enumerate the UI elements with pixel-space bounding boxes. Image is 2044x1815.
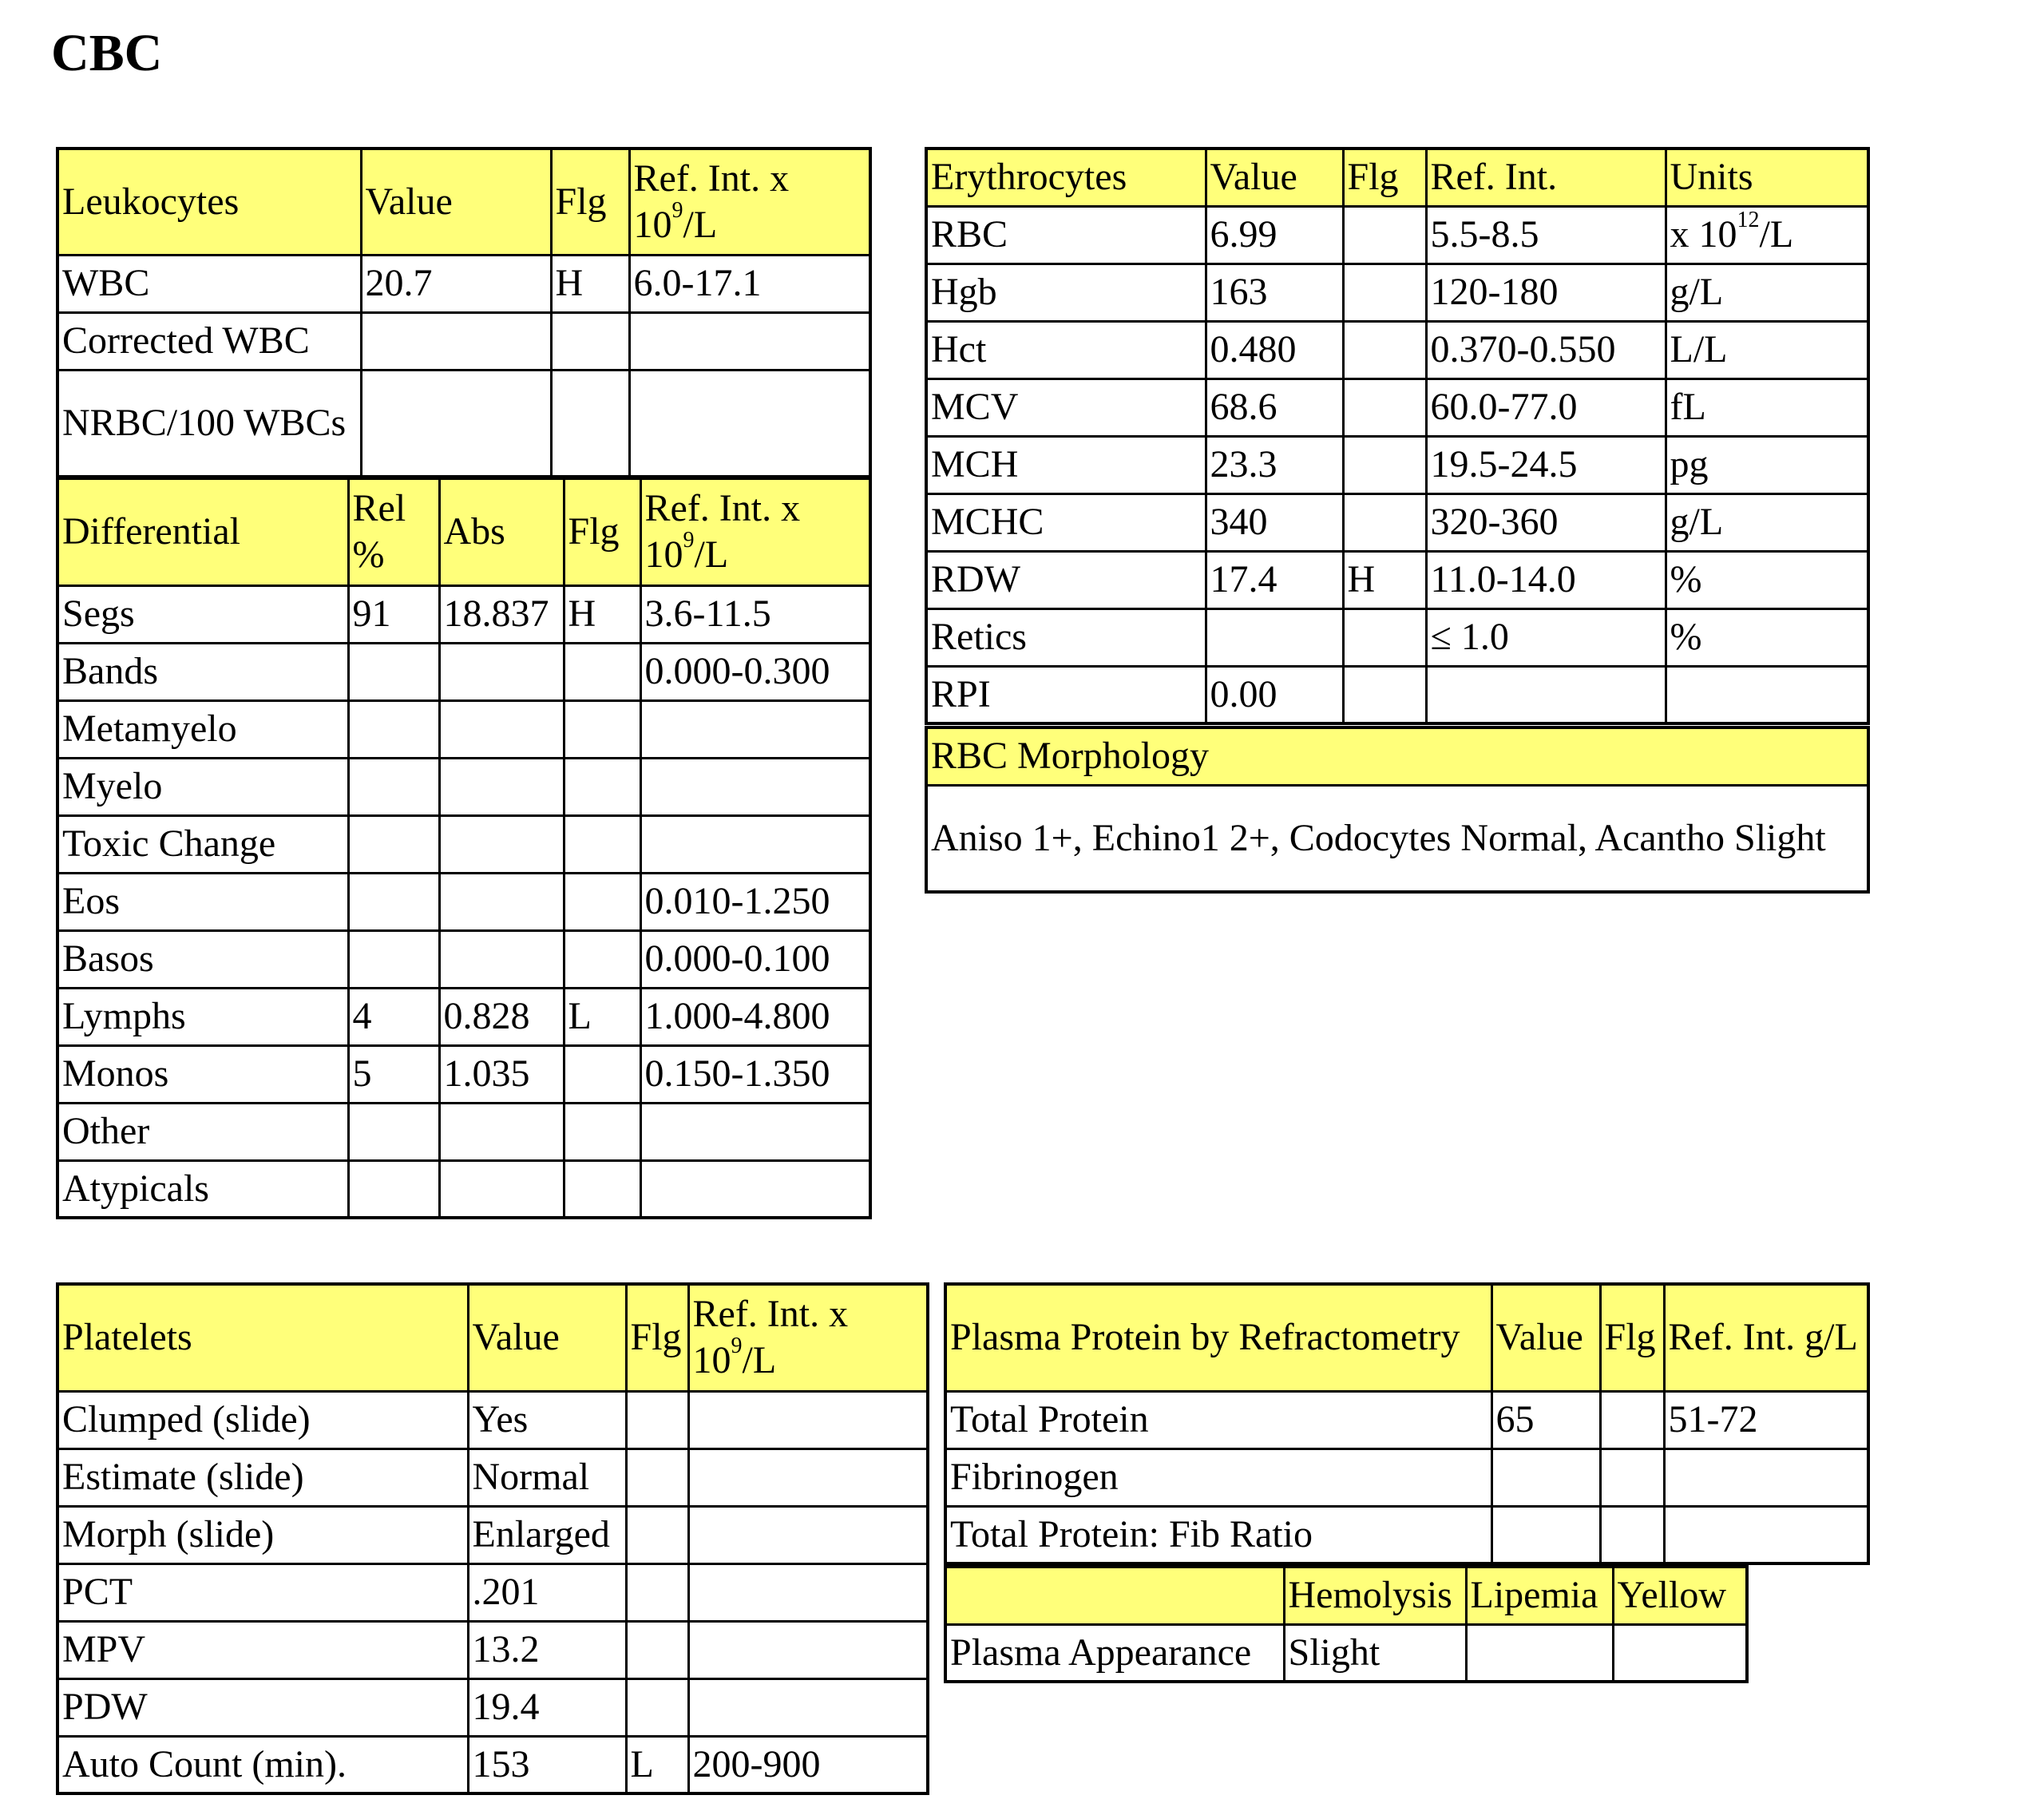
platelets-header-row (57, 1284, 928, 1391)
row-name: Auto Count (min). (57, 1736, 468, 1793)
row-ref: 19.5-24.5 (1426, 436, 1666, 493)
ref-exponent: 9 (683, 528, 695, 553)
row-value (1206, 608, 1343, 666)
row-lipemia (1466, 1624, 1613, 1682)
row-units: g/L (1666, 493, 1868, 551)
row-value: 19.4 (468, 1678, 626, 1736)
row-ref (688, 1448, 928, 1506)
ref-prefix: Ref. Int. x 10 (633, 157, 790, 246)
row-value (361, 370, 551, 477)
ref-exponent: 9 (671, 197, 683, 223)
row-name: Fibrinogen (945, 1448, 1491, 1506)
row-name: RPI (926, 666, 1206, 723)
row-name: WBC (57, 255, 361, 312)
table-row (57, 758, 870, 815)
row-ref (688, 1506, 928, 1563)
row-ref (1664, 1506, 1868, 1563)
row-name: Morph (slide) (57, 1506, 468, 1563)
platelets-header-ref (688, 1284, 928, 1391)
row-ref (640, 1103, 870, 1160)
plasma-appearance-table (944, 1565, 1749, 1683)
row-flag (564, 1160, 640, 1218)
row-value: Yes (468, 1391, 626, 1448)
row-value: 20.7 (361, 255, 551, 312)
row-flag: H (564, 585, 640, 643)
row-ref (688, 1391, 928, 1448)
ref-prefix: Ref. Int. x 10 (644, 487, 801, 577)
row-ref: ≤ 1.0 (1426, 608, 1666, 666)
row-yellow (1613, 1624, 1747, 1682)
row-name: Other (57, 1103, 348, 1160)
row-ref: 0.010-1.250 (640, 873, 870, 930)
row-flag (626, 1678, 688, 1736)
erythrocytes-header-value: Value (1206, 149, 1343, 206)
table-row (926, 321, 1868, 378)
table-row (57, 873, 870, 930)
row-flag: H (1343, 551, 1426, 608)
row-name: Myelo (57, 758, 348, 815)
row-flag (1343, 206, 1426, 264)
row-value: Enlarged (468, 1506, 626, 1563)
row-flag (626, 1391, 688, 1448)
row-name: NRBC/100 WBCs (57, 370, 361, 477)
row-rel: 91 (348, 585, 439, 643)
ref-suffix: /L (683, 203, 718, 246)
row-value: 68.6 (1206, 378, 1343, 436)
row-value (1491, 1448, 1600, 1506)
row-value (361, 312, 551, 370)
row-ref: 320-360 (1426, 493, 1666, 551)
row-flag (564, 643, 640, 700)
leukocytes-table (56, 147, 872, 478)
table-row (926, 493, 1868, 551)
row-rel: 5 (348, 1045, 439, 1103)
row-value: 153 (468, 1736, 626, 1793)
row-rel (348, 873, 439, 930)
row-name: Plasma Appearance (945, 1624, 1284, 1682)
table-row (57, 255, 870, 312)
table-row (945, 1448, 1868, 1506)
row-rel (348, 700, 439, 758)
row-abs (439, 758, 564, 815)
row-flag (551, 370, 629, 477)
row-ref (688, 1678, 928, 1736)
row-ref: 0.000-0.100 (640, 930, 870, 988)
row-value: .201 (468, 1563, 626, 1621)
row-name: Monos (57, 1045, 348, 1103)
row-value: Normal (468, 1448, 626, 1506)
rbc-morphology-header-row (926, 727, 1868, 785)
row-abs (439, 1160, 564, 1218)
row-rel (348, 1103, 439, 1160)
leukocytes-header-value: Value (361, 149, 551, 255)
row-units (1666, 206, 1868, 264)
plasma-appearance-header-row (945, 1567, 1747, 1624)
row-flag (626, 1506, 688, 1563)
row-name: PCT (57, 1563, 468, 1621)
row-ref: 5.5-8.5 (1426, 206, 1666, 264)
row-name: Total Protein: Fib Ratio (945, 1506, 1491, 1563)
plasma-appearance-header-hemolysis: Hemolysis (1284, 1567, 1466, 1624)
row-ref: 0.000-0.300 (640, 643, 870, 700)
row-value: 17.4 (1206, 551, 1343, 608)
table-row (57, 1103, 870, 1160)
erythrocytes-header-ref: Ref. Int. (1426, 149, 1666, 206)
row-name: Hgb (926, 264, 1206, 321)
row-name: Lymphs (57, 988, 348, 1045)
row-ref (1426, 666, 1666, 723)
row-flag (1343, 493, 1426, 551)
row-abs (439, 930, 564, 988)
table-row (57, 312, 870, 370)
row-value: 6.99 (1206, 206, 1343, 264)
table-row (57, 1391, 928, 1448)
row-abs (439, 815, 564, 873)
differential-header-rel: Rel % (348, 478, 439, 585)
table-row (57, 1506, 928, 1563)
plasma-protein-header-name: Plasma Protein by Refractometry (945, 1284, 1491, 1391)
row-units: % (1666, 608, 1868, 666)
row-name: Corrected WBC (57, 312, 361, 370)
table-row (57, 815, 870, 873)
row-abs (439, 700, 564, 758)
row-flag: L (626, 1736, 688, 1793)
row-name: RBC (926, 206, 1206, 264)
row-units: L/L (1666, 321, 1868, 378)
ref-suffix: /L (742, 1339, 777, 1382)
row-value: 0.480 (1206, 321, 1343, 378)
row-rel (348, 643, 439, 700)
row-units: pg (1666, 436, 1868, 493)
row-hemolysis: Slight (1284, 1624, 1466, 1682)
leukocytes-header-name: Leukocytes (57, 149, 361, 255)
row-name: Retics (926, 608, 1206, 666)
table-row (926, 666, 1868, 723)
plasma-appearance-header-yellow: Yellow (1613, 1567, 1747, 1624)
row-ref (640, 1160, 870, 1218)
table-row (945, 1391, 1868, 1448)
row-name: RDW (926, 551, 1206, 608)
row-flag (1343, 436, 1426, 493)
row-flag: H (551, 255, 629, 312)
plasma-protein-header-row (945, 1284, 1868, 1391)
row-rel (348, 930, 439, 988)
units-prefix: x 10 (1670, 213, 1737, 256)
row-ref: 0.150-1.350 (640, 1045, 870, 1103)
rbc-morphology-row (926, 785, 1868, 892)
row-name: Total Protein (945, 1391, 1491, 1448)
platelets-header-value: Value (468, 1284, 626, 1391)
row-ref: 200-900 (688, 1736, 928, 1793)
row-name: Estimate (slide) (57, 1448, 468, 1506)
row-name: Atypicals (57, 1160, 348, 1218)
table-row (57, 1448, 928, 1506)
erythrocytes-header-flag: Flg (1343, 149, 1426, 206)
units-exponent: 12 (1737, 207, 1760, 232)
leukocytes-header-row (57, 149, 870, 255)
rbc-morphology-header: RBC Morphology (926, 727, 1868, 785)
erythrocytes-header-units: Units (1666, 149, 1868, 206)
row-flag (626, 1621, 688, 1678)
row-value: 0.00 (1206, 666, 1343, 723)
platelets-header-name: Platelets (57, 1284, 468, 1391)
row-abs (439, 873, 564, 930)
row-value: 13.2 (468, 1621, 626, 1678)
units-suffix: /L (1759, 213, 1794, 256)
table-row (57, 1736, 928, 1793)
table-row (57, 1621, 928, 1678)
row-flag (1343, 378, 1426, 436)
row-abs: 18.837 (439, 585, 564, 643)
differential-header-row (57, 478, 870, 585)
row-ref: 6.0-17.1 (629, 255, 870, 312)
row-name: PDW (57, 1678, 468, 1736)
row-ref (688, 1621, 928, 1678)
row-flag (564, 700, 640, 758)
erythrocytes-table (925, 147, 1870, 725)
row-ref: 0.370-0.550 (1426, 321, 1666, 378)
plasma-appearance-header-blank (945, 1567, 1284, 1624)
table-row (926, 264, 1868, 321)
row-name: MCH (926, 436, 1206, 493)
row-rel (348, 758, 439, 815)
row-units: g/L (1666, 264, 1868, 321)
row-units (1666, 666, 1868, 723)
row-value: 65 (1491, 1391, 1600, 1448)
plasma-protein-header-ref: Ref. Int. g/L (1664, 1284, 1868, 1391)
row-name: Basos (57, 930, 348, 988)
row-flag (551, 312, 629, 370)
row-value: 340 (1206, 493, 1343, 551)
table-row (57, 930, 870, 988)
row-flag (564, 873, 640, 930)
differential-table (56, 477, 872, 1219)
row-name: Eos (57, 873, 348, 930)
plasma-protein-table (944, 1282, 1870, 1565)
row-flag (1600, 1448, 1664, 1506)
row-flag (564, 930, 640, 988)
row-flag (1343, 264, 1426, 321)
plasma-protein-header-flag: Flg (1600, 1284, 1664, 1391)
row-ref (688, 1563, 928, 1621)
row-value (1491, 1506, 1600, 1563)
differential-header-name: Differential (57, 478, 348, 585)
ref-prefix: Ref. Int. x 10 (692, 1293, 849, 1382)
row-ref: 3.6-11.5 (640, 585, 870, 643)
row-flag (1343, 321, 1426, 378)
row-abs: 1.035 (439, 1045, 564, 1103)
differential-header-flag: Flg (564, 478, 640, 585)
row-ref: 120-180 (1426, 264, 1666, 321)
row-flag (1600, 1391, 1664, 1448)
ref-exponent: 9 (731, 1334, 743, 1359)
row-ref: 11.0-14.0 (1426, 551, 1666, 608)
row-ref: 51-72 (1664, 1391, 1868, 1448)
row-abs (439, 643, 564, 700)
row-name: Clumped (slide) (57, 1391, 468, 1448)
differential-header-abs: Abs (439, 478, 564, 585)
table-row (926, 378, 1868, 436)
row-units: % (1666, 551, 1868, 608)
row-rel (348, 815, 439, 873)
table-row (926, 608, 1868, 666)
row-flag (564, 758, 640, 815)
table-row (57, 1045, 870, 1103)
row-abs (439, 1103, 564, 1160)
row-value: 23.3 (1206, 436, 1343, 493)
table-row (926, 206, 1868, 264)
table-row (57, 700, 870, 758)
leukocytes-header-ref (629, 149, 870, 255)
row-flag (564, 1045, 640, 1103)
row-name: MCV (926, 378, 1206, 436)
row-name: Toxic Change (57, 815, 348, 873)
row-name: MPV (57, 1621, 468, 1678)
row-ref (1664, 1448, 1868, 1506)
row-ref: 1.000-4.800 (640, 988, 870, 1045)
row-flag (1600, 1506, 1664, 1563)
platelets-header-flag: Flg (626, 1284, 688, 1391)
table-row (57, 585, 870, 643)
table-row (57, 1678, 928, 1736)
erythrocytes-header-name: Erythrocytes (926, 149, 1206, 206)
row-name: Segs (57, 585, 348, 643)
row-flag (626, 1448, 688, 1506)
ref-suffix: /L (694, 533, 729, 577)
row-ref (629, 370, 870, 477)
row-name: Hct (926, 321, 1206, 378)
table-row (926, 436, 1868, 493)
table-row (945, 1506, 1868, 1563)
row-ref (629, 312, 870, 370)
table-row (926, 551, 1868, 608)
rbc-morphology-table (925, 726, 1870, 894)
row-rel: 4 (348, 988, 439, 1045)
row-flag (564, 815, 640, 873)
leukocytes-header-flag: Flg (551, 149, 629, 255)
row-flag (1343, 608, 1426, 666)
table-row (57, 1160, 870, 1218)
row-flag (564, 1103, 640, 1160)
platelets-table (56, 1282, 929, 1795)
row-ref (640, 815, 870, 873)
differential-header-ref (640, 478, 870, 585)
rbc-morphology-text: Aniso 1+, Echino1 2+, Codocytes Normal, Acantho Slight (926, 785, 1868, 892)
table-row (57, 643, 870, 700)
table-row (945, 1624, 1747, 1682)
table-row (57, 988, 870, 1045)
row-units: fL (1666, 378, 1868, 436)
table-row (57, 1563, 928, 1621)
row-ref (640, 700, 870, 758)
table-row (57, 370, 870, 477)
row-abs: 0.828 (439, 988, 564, 1045)
plasma-protein-header-value: Value (1491, 1284, 1600, 1391)
row-flag (1343, 666, 1426, 723)
row-name: MCHC (926, 493, 1206, 551)
row-flag: L (564, 988, 640, 1045)
row-flag (626, 1563, 688, 1621)
row-ref (640, 758, 870, 815)
row-value: 163 (1206, 264, 1343, 321)
row-name: Metamyelo (57, 700, 348, 758)
plasma-appearance-header-lipemia: Lipemia (1466, 1567, 1613, 1624)
row-rel (348, 1160, 439, 1218)
page-title: CBC (51, 24, 163, 82)
row-ref: 60.0-77.0 (1426, 378, 1666, 436)
row-name: Bands (57, 643, 348, 700)
erythrocytes-header-row (926, 149, 1868, 206)
